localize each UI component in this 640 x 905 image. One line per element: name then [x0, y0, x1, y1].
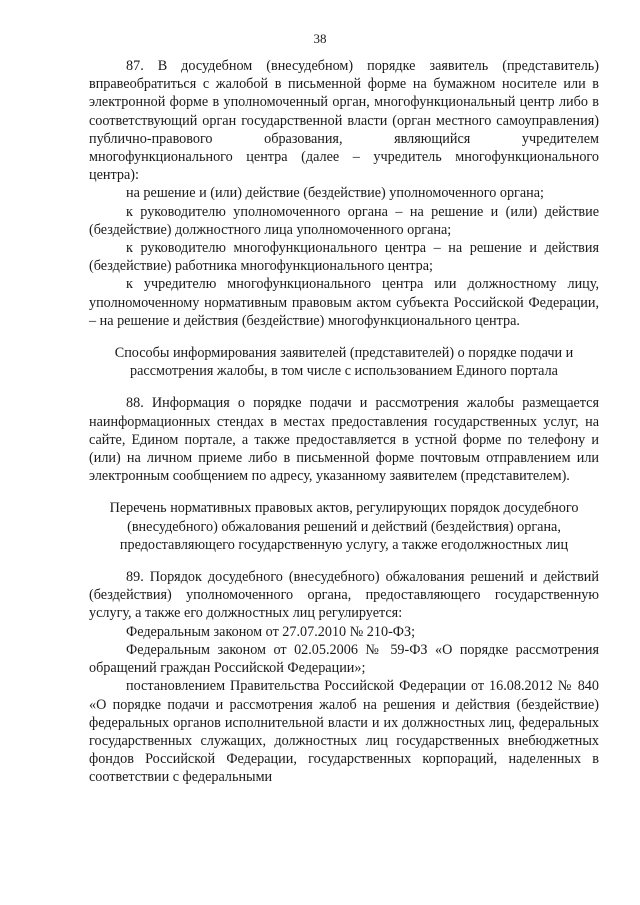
- paragraph-89-item: Федеральным законом от 02.05.2006 № 59-ФЗ «О порядке рассмотрения обращений граждан Российской Федерации»;: [89, 641, 599, 677]
- document-body: [89, 57, 599, 787]
- paragraph-88: 88. Информация о порядке подачи и рассмотрения жалобы размещается наинформационных стендах в местах предоставления государственных услуг, на сайте, Едином портале, а также предоставляется в устной форме по телефону и (или) на личном приеме либо в письменной форме почтовым отправлением или электронным сообщением по адресу, указанному заявителем (представителем).: [89, 395, 599, 485]
- section-heading-legal-acts: Перечень нормативных правовых актов, регулирующих порядок досудебного (внесудебного) обжалования решений и действий (бездействия) органа, предоставляющего государственную услугу, а также егодолжностных лиц: [109, 500, 579, 553]
- paragraph-87-item: к руководителю уполномоченного органа – на решение и (или) действие (бездействие) должностного лица уполномоченного органа;: [89, 203, 599, 238]
- paragraph-89-intro: 89. Порядок досудебного (внесудебного) обжалования решений и действий (бездействия) уполномоченного органа, предоставляющего государственную услугу, а также его должностных лиц регулируется:: [89, 569, 599, 622]
- paragraph-87-intro: 87. В досудебном (внесудебном) порядке заявитель (представитель) вправеобратиться с жалобой в письменной форме на бумажном носителе или в электронной форме в уполномоченный орган, многофункциональный центр либо в соответствующий орган государственной власти (орган местного самоуправления) публично-правового образования, являющийся учредителем многофункционального центра (далее – учредитель многофункционального центра):: [89, 58, 599, 184]
- paragraph-89-item: постановлением Правительства Российской Федерации от 16.08.2012 № 840 «О порядке подачи и рассмотрения жалоб на решения и действия (бездействие) федеральных органов исполнительной власти и их должностных лиц, федеральных государственных служащих, должностных лиц государственных внебюджетных фондов Российской Федерации, государственных корпораций, наделенных в соответствии с федеральными: [89, 678, 599, 786]
- paragraph-87-item: к руководителю многофункционального центра – на решение и действия (бездействие) работника многофункционального центра;: [89, 240, 599, 275]
- paragraph-87-item: на решение и (или) действие (бездействие) уполномоченного органа;: [126, 185, 545, 202]
- section-heading-informing: Способы информирования заявителей (представителей) о порядке подачи и рассмотрения жалобы, в том числе с использованием Единого портала: [114, 345, 574, 380]
- paragraph-87-item: к учредителю многофункционального центра или должностному лицу, уполномоченному нормативным правовым актом субъекта Российской Федерации, – на решение и действия (бездействие) многофункционального центра.: [89, 276, 599, 329]
- paragraph-89-item: Федеральным законом от 27.07.2010 № 210-ФЗ;: [126, 623, 416, 640]
- page-number: 38: [313, 31, 327, 46]
